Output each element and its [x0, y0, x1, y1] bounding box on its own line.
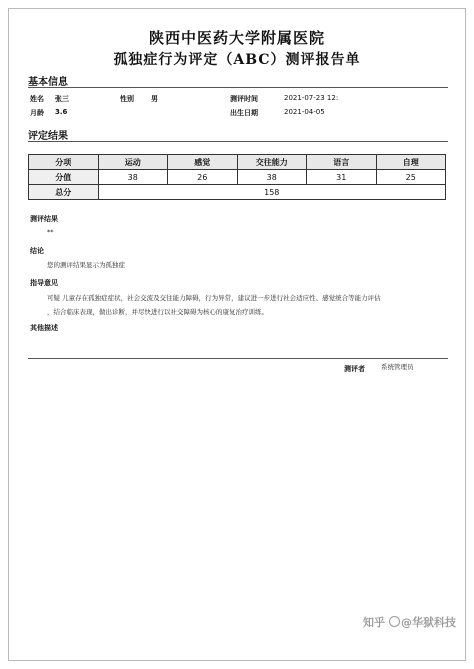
watermark-logo-icon — [389, 616, 400, 627]
name-value: 张三 — [55, 95, 69, 103]
age-label: 月龄 — [30, 109, 44, 117]
score-cell: 38 — [237, 170, 307, 185]
test-time-label: 测评时间 — [230, 95, 258, 103]
advice-label: 指导意见 — [30, 279, 58, 287]
other-description-label: 其他描述 — [30, 324, 58, 332]
assessor-value: 系统管理员 — [381, 363, 414, 371]
score-cell: 38 — [98, 170, 168, 185]
table-header-cell: 运动 — [98, 155, 168, 170]
score-label-cell: 分值 — [29, 170, 99, 185]
results-heading: 评定结果 — [28, 131, 68, 142]
table-header-cell: 自理 — [376, 155, 446, 170]
report-page — [8, 8, 466, 661]
birth-date-label: 出生日期 — [230, 109, 258, 117]
assessor-label: 测评者 — [344, 365, 365, 373]
gender-label: 性别 — [120, 95, 134, 103]
watermark-handle: @华狱科技 — [401, 616, 456, 629]
table-header-cell: 分项 — [29, 155, 99, 170]
table-header-cell: 感觉 — [168, 155, 238, 170]
score-cell: 31 — [307, 170, 377, 185]
table-row — [29, 185, 446, 200]
conclusion-value: 您的测评结果显示为孤独症 — [47, 261, 125, 269]
watermark-prefix: 知乎 — [363, 616, 385, 629]
total-value-cell: 158 — [98, 185, 446, 200]
table-row — [29, 170, 446, 185]
conclusion-label: 结论 — [30, 247, 44, 255]
watermark — [363, 614, 456, 630]
results-table — [28, 154, 446, 200]
table-header-cell: 语言 — [307, 155, 377, 170]
result-value: ** — [47, 228, 54, 236]
score-cell: 25 — [376, 170, 446, 185]
basic-info-heading: 基本信息 — [28, 77, 68, 88]
hospital-title: 陕西中医药大学附属医院 — [148, 29, 325, 47]
test-time-value: 2021-07-23 12: — [284, 94, 339, 102]
age-value: 3.6 — [55, 108, 68, 116]
divider — [28, 87, 448, 88]
total-label-cell: 总分 — [29, 185, 99, 200]
advice-line-1: 可疑 儿童存在孤独症症状，社会交流及交往能力障碍，行为异常，建议进一步进行社会适应性、感觉统合等能力评估 — [47, 294, 381, 302]
report-title: 孤独症行为评定（ABC）测评报告单 — [113, 52, 361, 68]
birth-date-value: 2021-04-05 — [284, 108, 325, 116]
name-label: 姓名 — [30, 95, 44, 103]
divider — [28, 141, 448, 142]
gender-value: 男 — [151, 95, 158, 103]
divider — [28, 358, 448, 359]
advice-line-2: ，结合临床表现，做出诊断，并尽快进行以社交障碍为核心的康复治疗训练。 — [47, 308, 268, 316]
result-label: 测评结果 — [30, 215, 58, 223]
table-header-cell: 交往能力 — [237, 155, 307, 170]
table-header-row — [29, 155, 446, 170]
score-cell: 26 — [168, 170, 238, 185]
